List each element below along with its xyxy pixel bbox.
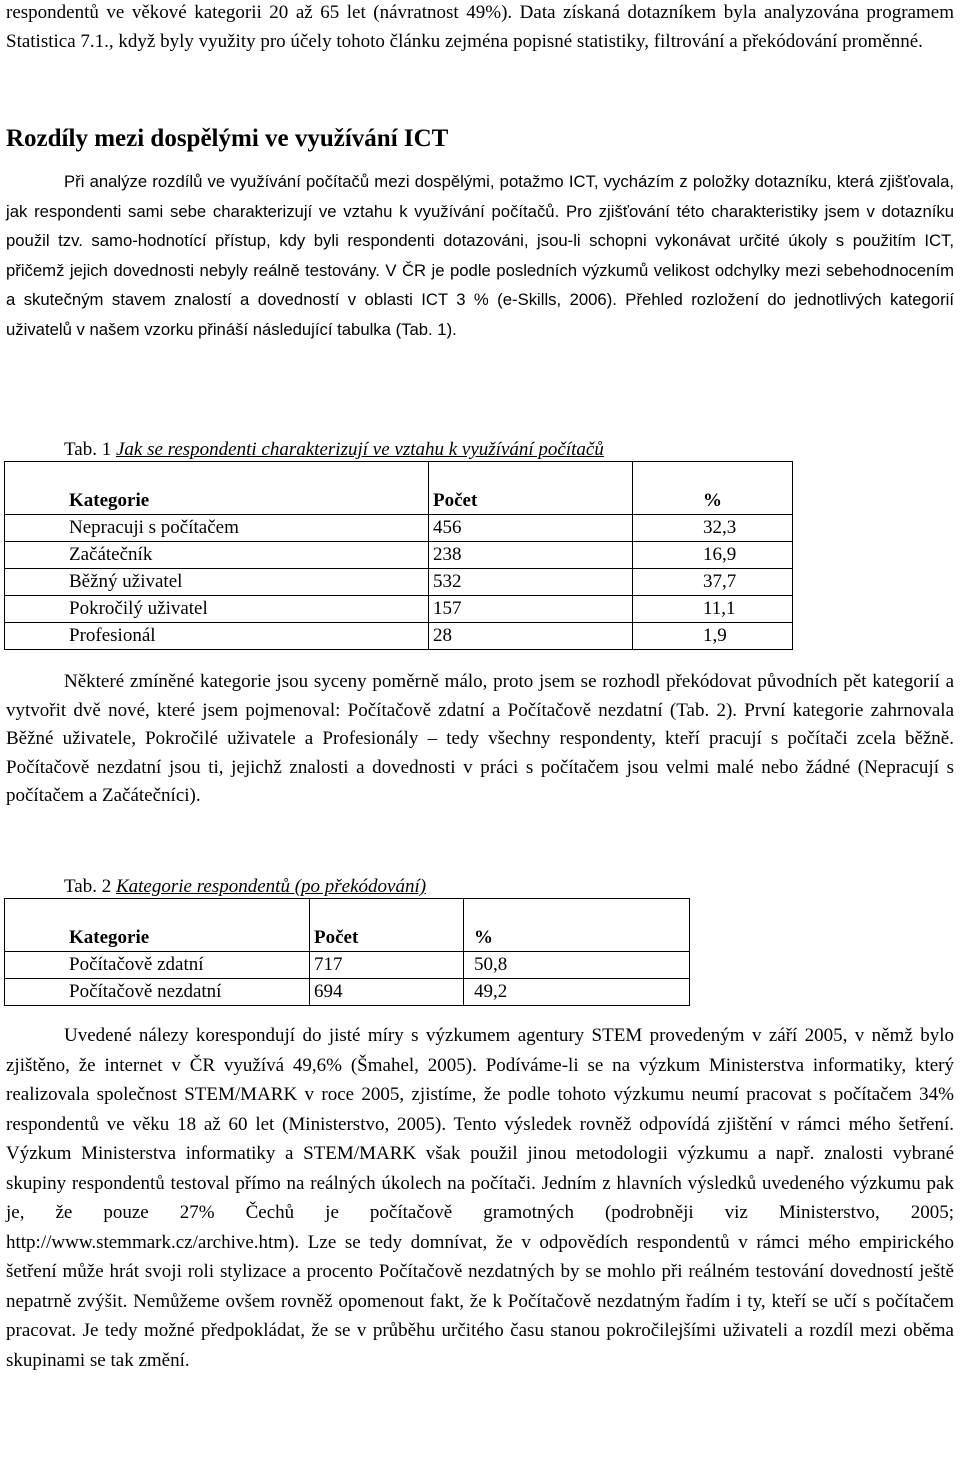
table-cell: 11,1 <box>633 596 793 623</box>
table-cell: 37,7 <box>633 569 793 596</box>
table-header-cell: % <box>464 925 690 952</box>
table-cell: 717 <box>310 952 464 979</box>
table-1-caption <box>64 436 604 464</box>
table-header-row <box>5 488 793 515</box>
table-header-cell: Kategorie <box>5 925 310 952</box>
table-cell: Profesionál <box>5 623 429 650</box>
table-1 <box>4 461 793 650</box>
table-cell: 32,3 <box>633 515 793 542</box>
table-2-title: Kategorie respondentů (po překódování) <box>115 876 427 897</box>
intro-paragraph: respondentů ve věkové kategorii 20 až 65 let (návratnost 49%). Data získaná dotazníkem byla analyzována programem Statistica 7.1., když byly využity pro účely tohoto článku zejména popisné statistiky, filtrování a překódování proměnné. <box>6 2 954 52</box>
table-cell: 694 <box>310 979 464 1006</box>
paragraph-1: Při analýze rozdílů ve využívání počítačů mezi dospělými, potažmo ICT, vycházím z položky dotazníku, která zjišťovala, jak respondenti sami sebe charakterizují ve vztahu k využívání počítačů. Pro zjišťování této charakteristiky jsem v dotazníku použil tzv. samo-hodnotící přístup, kdy byli respondenti dotazováni, jsou-li schopni vykonávat určité úkoly s použitím ICT, přičemž jejich dovednosti nebyly reálně testovány. V ČR je podle posledních výzkumů velikost odchylky mezi sebehodnocením a skutečným stavem znalostí a dovedností v oblasti ICT 3 % (e-Skills, 2006). Přehled rozložení do jednotlivých kategorií uživatelů v našem vzorku přináší následující tabulka (Tab. 1). <box>6 172 954 339</box>
table-cell: 16,9 <box>633 542 793 569</box>
table-2-label: Tab. 2 <box>64 876 112 897</box>
table-cell: 28 <box>429 623 633 650</box>
table-1-title: Jak se respondenti charakterizují ve vztahu k využívání počítačů <box>115 439 604 460</box>
table-1-label: Tab. 1 <box>64 439 112 460</box>
section-heading: Rozdíly mezi dospělými ve využívání ICT <box>6 125 449 152</box>
table-cell: Nepracuji s počítačem <box>5 515 429 542</box>
table-row <box>5 542 793 569</box>
table-header-cell: Počet <box>429 488 633 515</box>
table-header-row <box>5 925 690 952</box>
table-header-cell: Kategorie <box>5 488 429 515</box>
table-2 <box>4 898 690 1006</box>
table-row <box>5 515 793 542</box>
table-row <box>5 979 690 1006</box>
table-cell: Běžný uživatel <box>5 569 429 596</box>
table-cell: 1,9 <box>633 623 793 650</box>
table-cell: Počítačově zdatní <box>5 952 310 979</box>
table-cell: 157 <box>429 596 633 623</box>
table-cell: 238 <box>429 542 633 569</box>
table-cell: 49,2 <box>464 979 690 1006</box>
table-row <box>5 952 690 979</box>
table-row <box>5 569 793 596</box>
table-2-caption <box>64 873 426 901</box>
table-header-cell: % <box>633 488 793 515</box>
paragraph-2: Některé zmíněné kategorie jsou syceny poměrně málo, proto jsem se rozhodl překódovat původních pět kategorií a vytvořit dvě nové, které jsem pojmenoval: Počítačově zdatní a Počítačově nezdatní (Tab. 2). První kategorie zahrnovala Běžné uživatele, Pokročilé uživatele a Profesionály – tedy všechny respondenty, kteří pracují s počítači zcela běžně. Počítačově nezdatní jsou ti, jejichž znalosti a dovednosti v práci s počítačem jsou velmi malé nebo žádné (Nepracují s počítačem a Začátečníci). <box>6 671 954 807</box>
table-cell: 50,8 <box>464 952 690 979</box>
table-cell: Pokročilý uživatel <box>5 596 429 623</box>
table-cell: 532 <box>429 569 633 596</box>
table-cell: Počítačově nezdatní <box>5 979 310 1006</box>
table-header-cell: Počet <box>310 925 464 952</box>
table-cell: 456 <box>429 515 633 542</box>
table-cell: Začátečník <box>5 542 429 569</box>
paragraph-3: Uvedené nálezy korespondují do jisté míry s výzkumem agentury STEM provedeným v září 2005, v němž bylo zjištěno, že internet v ČR využívá 49,6% (Šmahel, 2005). Podíváme-li se na výzkum Ministerstva informatiky, který realizovala společnost STEM/MARK v roce 2005, zjistíme, že podle tohoto výzkumu neumí pracovat s počítačem 34% respondentů ve věku 18 až 60 let (Ministerstvo, 2005). Tento výsledek rovněž odpovídá zjištění v rámci mého šetření. Výzkum Ministerstva informatiky a STEM/MARK však použil jinou metodologii výzkumu a např. znalosti vybrané skupiny respondentů testoval přímo na reálných úkolech na počítači. Jedním z hlavních výsledků uvedeného výzkumu pak je, že pouze 27% Čechů je počítačově gramotných (podrobněji viz Ministerstvo, 2005; http://www.stemmark.cz/archive.htm). Lze se tedy domnívat, že v odpovědích respondentů v rámci mého empirického šetření může hrát svoji roli stylizace a procento Počítačově nezdatných by se mohlo při reálném testování dovedností ještě nepatrně zvýšit. Nemůžeme ovšem rovněž opomenout fakt, že k Počítačově nezdatným řadím i ty, kteří se učí s počítačem pracovat. Je tedy možné předpokládat, že se v průběhu určitého času stanou pokročilejšími uživateli a rozdíl mezi oběma skupinami se tak změní. <box>6 1025 954 1371</box>
table-row <box>5 623 793 650</box>
table-row <box>5 596 793 623</box>
